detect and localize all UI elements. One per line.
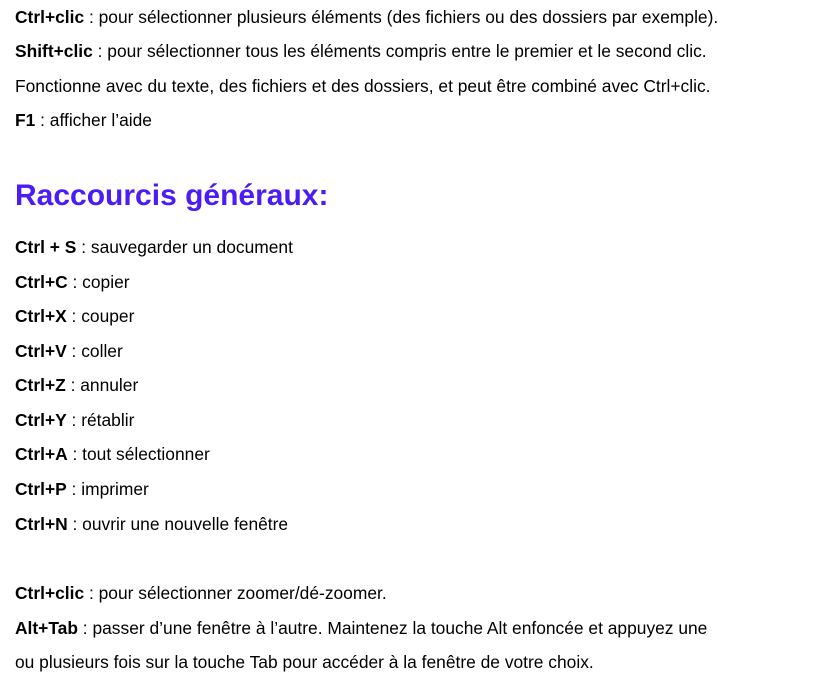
shortcut-description: : imprimer	[66, 479, 149, 499]
shortcut-description: : tout sélectionner	[67, 444, 210, 464]
shortcut-line-ctrl-n	[15, 513, 288, 535]
shortcut-line-alt-tab	[15, 617, 707, 639]
paragraph-text: Fonctionne avec du texte, des fichiers et des dossiers, et peut être combiné avec Ctrl+clic.	[15, 76, 711, 96]
continuation-line	[15, 75, 711, 97]
shortcut-line-shift-clic	[15, 40, 707, 62]
shortcut-key: F1	[15, 110, 36, 130]
shortcut-key: Ctrl+Y	[15, 410, 67, 430]
shortcut-line-ctrl-y	[15, 409, 134, 431]
shortcut-description: : annuler	[65, 375, 139, 395]
shortcut-description: : couper	[66, 306, 135, 326]
shortcut-key: Ctrl+P	[15, 479, 67, 499]
shortcut-description: : afficher l’aide	[35, 110, 152, 130]
shortcut-description: : coller	[66, 341, 123, 361]
shortcut-line-ctrl-s	[15, 236, 293, 258]
section-heading: Raccourcis généraux:	[15, 179, 329, 212]
shortcut-line-ctrl-z	[15, 374, 138, 396]
shortcut-description: : pour sélectionner plusieurs éléments (des fichiers ou des dossiers par exemple).	[84, 7, 719, 27]
shortcut-description: : passer d’une fenêtre à l’autre. Maintenez la touche Alt enfoncée et appuyez une	[77, 618, 708, 638]
shortcut-key: Shift+clic	[15, 41, 93, 61]
shortcut-key: Ctrl+clic	[15, 7, 85, 27]
shortcut-key: Ctrl+Z	[15, 375, 66, 395]
shortcut-key: Ctrl+X	[15, 306, 67, 326]
shortcut-description: : ouvrir une nouvelle fenêtre	[67, 514, 289, 534]
continuation-line	[15, 651, 594, 673]
shortcut-key: Ctrl+N	[15, 514, 68, 534]
shortcut-description: : sauvegarder un document	[76, 237, 293, 257]
shortcut-description: : copier	[67, 272, 130, 292]
shortcut-line-ctrl-clic-multi	[15, 6, 718, 28]
shortcut-key: Ctrl+V	[15, 341, 67, 361]
shortcut-key: Ctrl+A	[15, 444, 68, 464]
shortcut-line-ctrl-p	[15, 478, 149, 500]
shortcut-line-ctrl-x	[15, 305, 134, 327]
shortcut-key: Ctrl+C	[15, 272, 68, 292]
shortcut-key: Alt+Tab	[15, 618, 78, 638]
shortcut-line-ctrl-clic-zoom	[15, 582, 387, 604]
shortcut-description: : rétablir	[66, 410, 135, 430]
shortcut-description: : pour sélectionner zoomer/dé-zoomer.	[84, 583, 387, 603]
paragraph-text: ou plusieurs fois sur la touche Tab pour accéder à la fenêtre de votre choix.	[15, 652, 594, 672]
shortcut-line-ctrl-v	[15, 340, 123, 362]
shortcut-line-f1	[15, 109, 152, 131]
shortcut-line-ctrl-c	[15, 271, 130, 293]
shortcut-description: : pour sélectionner tous les éléments compris entre le premier et le second clic.	[92, 41, 707, 61]
shortcut-key: Ctrl + S	[15, 237, 77, 257]
shortcut-line-ctrl-a	[15, 443, 210, 465]
shortcut-key: Ctrl+clic	[15, 583, 85, 603]
